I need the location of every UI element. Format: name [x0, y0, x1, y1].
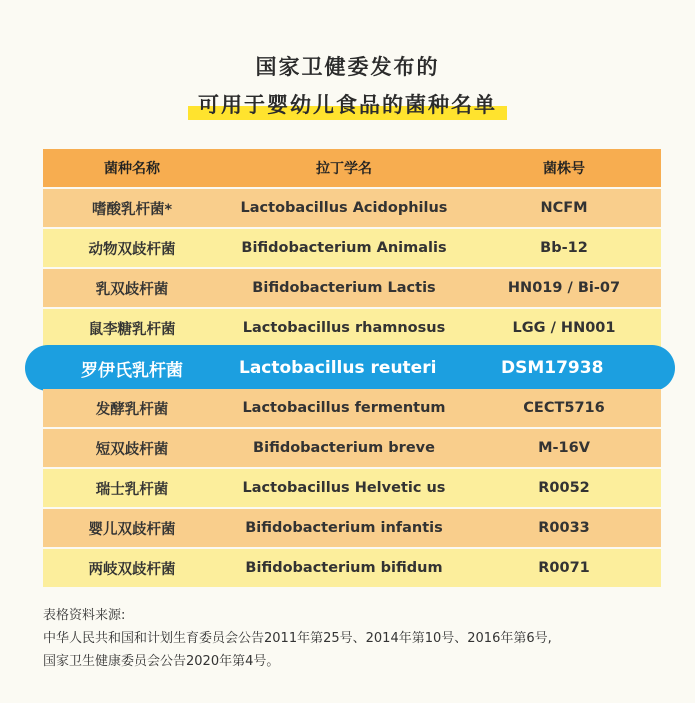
cell-cn-name: 嗜酸乳杆菌* — [91, 201, 173, 218]
table-body — [43, 189, 661, 587]
title-block — [0, 52, 695, 120]
source-line-2: 国家卫生健康委员会公告2020年第4号。 — [43, 654, 280, 669]
cell-strain: HN019 / Bi-07 — [507, 280, 621, 296]
cell-strain: R0033 — [538, 520, 590, 536]
cell-cn-name: 短双歧杆菌 — [95, 441, 169, 458]
cell-cn-name: 乳双歧杆菌 — [95, 281, 169, 298]
strain-table — [43, 149, 661, 589]
table-row — [43, 429, 661, 467]
cell-strain: M-16V — [538, 440, 590, 456]
page-subtitle: 可用于婴幼儿食品的菌种名单 — [198, 93, 497, 117]
cell-latin-name: Lactobacillus Helvetic us — [242, 480, 446, 496]
table-row — [43, 189, 661, 227]
subtitle-wrap — [198, 90, 497, 120]
cell-latin-name: Lactobacillus rhamnosus — [242, 320, 446, 336]
table-row — [43, 229, 661, 267]
cell-cn-name: 动物双歧杆菌 — [88, 241, 176, 258]
table-row-highlighted — [43, 349, 661, 387]
table-row — [43, 309, 661, 347]
cell-cn-name: 两岐双歧杆菌 — [88, 561, 176, 578]
header-cn-name: 菌种名称 — [104, 161, 160, 177]
cell-cn-name: 瑞士乳杆菌 — [95, 481, 169, 498]
cell-strain: LGG / HN001 — [512, 320, 616, 336]
table-row — [43, 549, 661, 587]
table-row — [43, 269, 661, 307]
table-row — [43, 509, 661, 547]
cell-latin-name: Lactobacillus Acidophilus — [240, 200, 448, 216]
table-header — [43, 149, 661, 187]
cell-cn-name: 罗伊氏乳杆菌 — [81, 360, 183, 381]
cell-strain: R0071 — [538, 560, 590, 576]
cell-latin-name: Bifidobacterium breve — [253, 440, 435, 456]
source-note — [43, 604, 673, 673]
source-line-1: 中华人民共和国和计划生育委员会公告2011年第25号、2014年第10号、2016年第6号, — [43, 631, 552, 646]
cell-latin-name: Bifidobacterium infantis — [245, 520, 443, 536]
source-label: 表格资料来源: — [43, 608, 126, 623]
cell-cn-name: 鼠李糖乳杆菌 — [88, 321, 176, 338]
cell-latin-name: Bifidobacterium bifidum — [245, 560, 443, 576]
cell-strain: Bb-12 — [540, 240, 588, 256]
cell-latin-name: Bifidobacterium Animalis — [241, 240, 447, 256]
cell-strain: CECT5716 — [523, 400, 605, 416]
cell-latin-name: Bifidobacterium Lactis — [252, 280, 436, 296]
table-row — [43, 469, 661, 507]
cell-cn-name: 发酵乳杆菌 — [95, 401, 169, 418]
cell-strain: NCFM — [540, 200, 588, 216]
cell-cn-name: 婴儿双歧杆菌 — [88, 521, 176, 538]
cell-latin-name: Lactobacillus reuteri — [239, 358, 437, 378]
header-strain: 菌株号 — [543, 161, 585, 177]
cell-latin-name: Lactobacillus fermentum — [242, 400, 446, 416]
page-title: 国家卫健委发布的 — [255, 55, 440, 79]
cell-strain: DSM17938 — [501, 358, 604, 378]
table-row — [43, 389, 661, 427]
cell-strain: R0052 — [538, 480, 590, 496]
header-latin-name: 拉丁学名 — [316, 161, 372, 177]
